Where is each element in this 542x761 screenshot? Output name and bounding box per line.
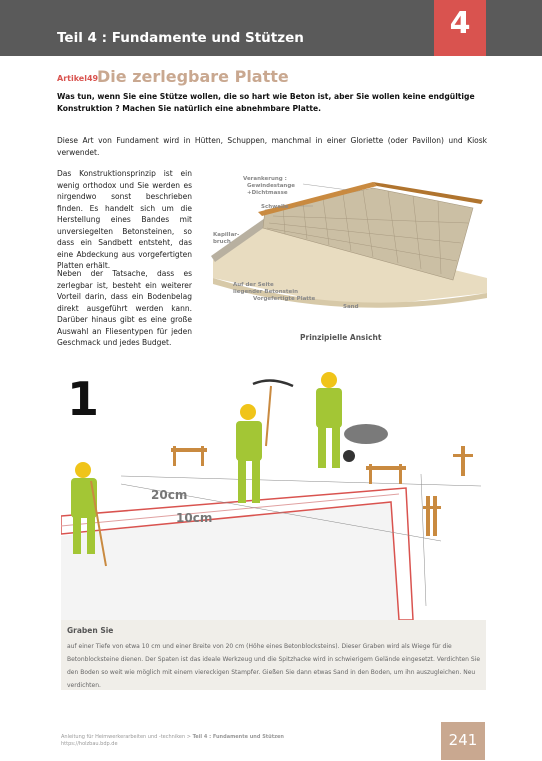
chapter-number-badge: 4 bbox=[434, 0, 486, 56]
footer-breadcrumb: Anleitung für Heimwerkerarbeiten und -techniken > bbox=[61, 734, 193, 740]
svg-text:bruch: bruch bbox=[213, 239, 231, 245]
article-intro: Was tun, wenn Sie eine Stütze wollen, die so hart wie Beton ist, aber Sie wollen keine endgültige Konstruktion ? Machen Sie natürlich eine abnehmbare Platte. bbox=[57, 92, 475, 113]
article-title: Die zerlegbare Platte bbox=[97, 67, 289, 86]
sill-label: Schwelle bbox=[261, 204, 289, 210]
svg-text:Vorgefertigte Platte: Vorgefertigte Platte bbox=[253, 296, 316, 302]
paragraph-2: Das Konstruktionsprinzip ist ein wenig orthodox und Sie werden es nirgendwo sonst beschrieben finden. Es handelt sich um die Herstellung eines Bandes mit unversiegelten Betonsteinen, so dass ein Sandbett entsteht, das eine Abdeckung aus vorgefertigten Platten erhält. bbox=[57, 169, 192, 270]
footer-section: Teil 4 : Fundamente und Stützen bbox=[192, 734, 284, 740]
paragraph-3: Neben der Tatsache, dass es zerlegbar ist, besteht ein weiterer Vorteil darin, dass ein Bodenbelag direkt ausgeführt werden kann. Darüber hinaus gibt es eine große Auswahl an Fliesentypen für jeden Geschmack und jedes Budget. bbox=[57, 269, 192, 347]
step-number: 1 bbox=[67, 372, 100, 426]
capillary-label: Kapillar- bbox=[213, 232, 240, 238]
chapter-title: Teil 4 : Fundamente und Stützen bbox=[57, 30, 304, 46]
article-label: Artikel49 bbox=[57, 74, 99, 83]
anchor-label: Verankerung : bbox=[243, 176, 287, 182]
svg-text:+Dichtmasse: +Dichtmasse bbox=[247, 190, 288, 196]
sand-label: Sand bbox=[343, 304, 359, 310]
svg-text:Gewindestange: Gewindestange bbox=[247, 183, 295, 189]
page-number: 241 bbox=[441, 722, 485, 760]
principle-view-illustration bbox=[203, 168, 487, 353]
side-block-label: Auf der Seite bbox=[233, 282, 274, 288]
footer-url: https://holzbau.bdp.de bbox=[61, 741, 118, 747]
svg-text:liegender Betonstein: liegender Betonstein bbox=[233, 289, 299, 295]
principle-view-caption: Prinzipielle Ansicht bbox=[300, 333, 382, 342]
footer bbox=[61, 734, 284, 748]
dimension-depth: 10cm bbox=[176, 511, 213, 525]
dimension-width: 20cm bbox=[151, 488, 188, 502]
digging-step-illustration bbox=[61, 366, 486, 620]
paragraph-1: Diese Art von Fundament wird in Hütten, Schuppen, manchmal in einer Gloriette (oder Pavillon) und Kiosk verwendet. bbox=[57, 136, 487, 157]
wheelbarrow-icon bbox=[344, 424, 388, 444]
step-caption-title: Graben Sie bbox=[67, 626, 114, 635]
step-caption-text: auf einer Tiefe von etwa 10 cm und einer Breite von 20 cm (Höhe eines Betonblocksteins). Dieser Graben wird als Wiege für die Betonblocksteine dienen. Der Spaten ist das ideale Werkzeug und die Spitzhacke wird in schwierigem Gelände eingesetzt. Verdichten Sie den Boden so weit wie möglich mit einem viereckigen Stampfer. Gießen Sie dann etwas Sand in den Boden, um ihn auszugleichen. Neu verdichten. bbox=[67, 643, 481, 689]
